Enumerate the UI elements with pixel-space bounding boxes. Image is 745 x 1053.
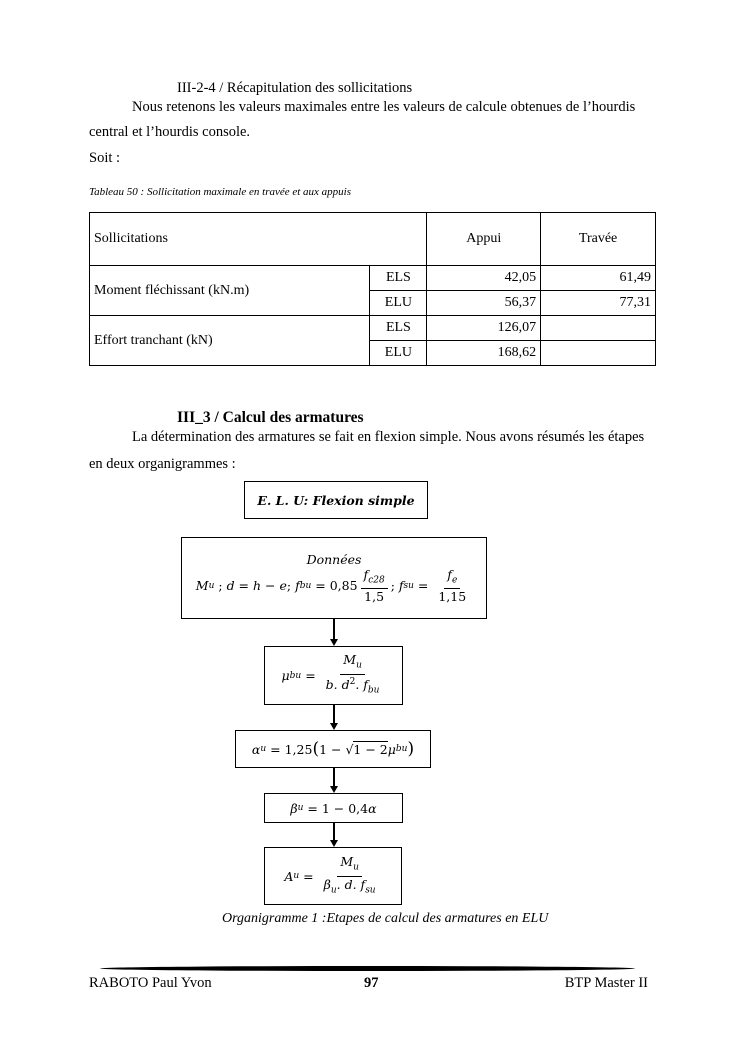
flow-alpha-box: α u = 1,25 ( 1 − √ 1 − 2 μ bu ): [235, 730, 431, 768]
header-appui: Appui: [427, 213, 541, 266]
flow-connector: [333, 823, 335, 841]
cell-appui: 56,37: [427, 291, 541, 316]
paragraph-soit: Soit :: [89, 150, 121, 166]
section-title-armatures: III_3 / Calcul des armatures: [177, 409, 364, 426]
flow-beta-box: β u = 1 − 0,4 α: [264, 793, 403, 823]
cell-state: ELS: [370, 316, 427, 341]
arrow-down-icon: [330, 639, 338, 646]
cell-state: ELU: [370, 291, 427, 316]
table-caption: Tableau 50 : Sollicitation maximale en travée et aux appuis: [89, 186, 352, 198]
paragraph-line: La détermination des armatures se fait en flexion simple. Nous avons résumés les étapes: [132, 429, 645, 445]
arrow-down-icon: [330, 723, 338, 730]
header-travee: Travée: [541, 213, 656, 266]
header-sollicitations: Sollicitations: [90, 213, 427, 266]
table-row: [90, 316, 656, 341]
cell-appui: 168,62: [427, 341, 541, 366]
data-title: Données: [306, 551, 362, 567]
cell-appui: 126,07: [427, 316, 541, 341]
cell-travee: 61,49: [541, 266, 656, 291]
formula-data-text: [0, 0, 1, 1]
cell-appui: 42,05: [427, 266, 541, 291]
data-formula: M u ; d = h − e ; f bu = 0,85 $\frac{f_{c28}}{1,5}$ ; f su = $\frac{f_e}{1,15}$: [195, 566, 467, 605]
flowchart-caption: Organigramme 1 :Etapes de calcul des armatures en ELU: [222, 911, 549, 926]
paragraph-line: Nous retenons les valeurs maximales entre les valeurs de calcule obtenues de l’hourdis: [132, 99, 636, 115]
flow-mu-box: μ bu = $\frac{M_u}{b. d^2. f_{bu}}$: [264, 646, 403, 705]
flow-connector: [333, 705, 335, 725]
table-header-row: [90, 213, 656, 266]
sollicitations-table: [89, 212, 656, 366]
cell-state: ELU: [370, 341, 427, 366]
paragraph-line: en deux organigrammes :: [89, 456, 236, 472]
page-number: 97: [364, 975, 379, 991]
section-title-recap: III-2-4 / Récapitulation des sollicitations: [177, 80, 413, 96]
cell-travee: [541, 316, 656, 341]
cell-state: ELS: [370, 266, 427, 291]
footer-rule: [100, 966, 635, 971]
cell-travee: 77,31: [541, 291, 656, 316]
table-row: [90, 266, 656, 291]
flow-connector: [333, 768, 335, 788]
cell-travee: [541, 341, 656, 366]
row-label: Moment fléchissant (kN.m): [90, 266, 370, 316]
flow-connector: [333, 619, 335, 640]
row-label: Effort tranchant (kN): [90, 316, 370, 366]
flow-au-box: A u = $\frac{M_u}{\beta_u. d. f_{su}}$: [264, 847, 402, 905]
flow-title-box: E. L. U: Flexion simple: [244, 481, 428, 519]
flow-data-box: [181, 537, 487, 619]
paragraph-line: central et l’hourdis console.: [89, 124, 251, 140]
footer-author: RABOTO Paul Yvon: [89, 975, 212, 991]
arrow-down-icon: [330, 840, 338, 847]
arrow-down-icon: [330, 786, 338, 793]
footer-course: BTP Master II: [564, 975, 648, 991]
